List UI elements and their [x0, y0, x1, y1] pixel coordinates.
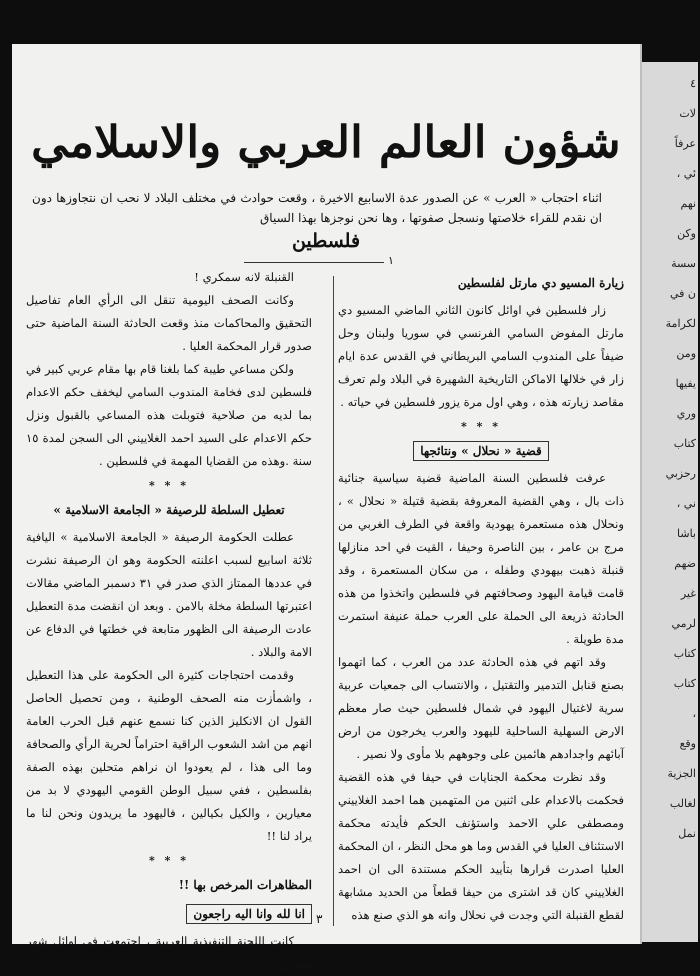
- page-number: ٣: [316, 912, 323, 926]
- neighbor-text-fragment: كتاب: [673, 647, 696, 660]
- masthead-title: شؤون العالم العربي والاسلامي: [31, 116, 621, 168]
- neighbor-text-fragment: نمل: [678, 827, 696, 840]
- article-body: كانت اللجنة التنفيذية العربية ، اجتمعت في اوائل شهر تشرين: [26, 934, 312, 971]
- neighbor-text-fragment: لرمي: [671, 617, 696, 630]
- article-heading-demonstrations: المظاهرات المرخص بها !!: [178, 878, 312, 892]
- article-heading-suspension: تعطيل السلطة للرصيفة « الجامعة الاسلامية »: [53, 503, 285, 517]
- section-separator: * * *: [149, 854, 189, 867]
- neighbor-text-fragment: ومن: [676, 347, 696, 360]
- neighbor-text-fragment: غير: [680, 587, 696, 600]
- left-column: [26, 266, 312, 976]
- neighbor-text-fragment: وكن: [677, 227, 696, 240]
- neighbor-text-fragment: ضهم: [674, 557, 696, 570]
- section-rule: [244, 262, 384, 263]
- article-heading-nahalal: قضية « نحلال » ونتائجها: [338, 440, 624, 463]
- neighbor-text-fragment: لغالب: [669, 797, 696, 810]
- article-body: ولكن مساعي طيبة كما بلغنا قام بها مقام عربي كبير في فلسطين لدى فخامة المندوب السامي ليخفف حكم الاعدام بما لديه من صلاحية فتوبلت هذه المساعي بالقبول ونزل حكم الاعدام على السيد احمد الغلاييني الى السجن لمدة ١٥ سنة .وهذه من القضايا المهمة في فلسطين .: [26, 362, 312, 468]
- neighbor-text-fragment: كتاب: [673, 437, 696, 450]
- article-body: عرفت فلسطين السنة الماضية قضية سياسية جنائية ذات بال ، وهي القضية المعروفة بقضية قتيلة « نحلال » ، ونحلال هذه مستعمرة يهودية واقعة في الطرف الغربي من مرج بن عامر ، بين الناصرة وحيفا ، القيت في احد منازلها قنبلة ذهبت بيهودي وطفله ، من سكان المستعمرة ، وقد قامت قيامة اليهود وصحافتهم في فلسطين واتخذوا من هذه الحادثة ذريعة الى الحملة على العرب حملة عنيفة استمرت مدة طويلة .: [338, 471, 624, 646]
- article-body: القنبلة لانه سمكري !: [194, 270, 294, 284]
- neighbor-text-fragment: عرفاً: [674, 137, 696, 150]
- section-separator: * * *: [461, 420, 501, 433]
- column-divider: [333, 276, 334, 926]
- right-column: [338, 266, 624, 927]
- neighbor-text-fragment: يفيها: [675, 377, 696, 390]
- neighbor-text-fragment: كتاب: [673, 677, 696, 690]
- neighbor-text-fragment: نهم: [680, 197, 696, 210]
- neighbor-text-fragment: ئي ،: [676, 167, 696, 180]
- neighbor-text-fragment: ن في: [669, 287, 696, 300]
- section-separator: * * *: [149, 479, 189, 492]
- neighbor-text-fragment: الجزية: [667, 767, 696, 780]
- footnote-marker: ١: [388, 254, 394, 267]
- article-body: وكانت الصحف اليومية تنقل الى الرأي العام تفاصيل التحقيق والمحاكمات منذ وقعت الحادثة السنة الماضية حتى صدور قرار المحكمة العليا .: [26, 293, 312, 353]
- article-body: عطلت الحكومة الرصيفة « الجامعة الاسلامية » اليافية ثلاثة اسابيع لسبب اعلنته الحكومة وهو ان الرصيفة نشرت في عددها الممتاز الذي صدر في ٣١ دسمبر الماضي مقالات اعتبرتها السلطة مخلة بالامن . وبعد ان انقضت مدة التعطيل عادت الرصيفة الى الظهور متابعة في خطتها في الدفاع عن الامة والبلاد .: [26, 530, 312, 659]
- neighbor-text-fragment: ني ،: [676, 497, 696, 510]
- neighbor-text-fragment: ،: [692, 707, 696, 720]
- neighbor-text-fragment: وقع: [679, 737, 696, 750]
- neighbor-text-fragment: وري: [676, 407, 696, 420]
- article-heading-de-martel: زيارة المسيو دي مارتل لفلسطين: [457, 276, 624, 290]
- neighbor-text-fragment: رحزبي: [665, 467, 696, 480]
- neighbor-text-fragment: لكرامة: [665, 317, 696, 330]
- neighbor-text-fragment: باشا: [677, 527, 696, 540]
- intro-paragraph: اثناء احتجاب « العرب » عن الصدور عدة الاسابيع الاخيرة ، وقعت حوادث في مختلف البلاد لا نحب ان نتجاوزها دون ان نقدم للقراء خلاصتها ونسجل صفوتها ، وها نحن نوجزها بهذا السياق: [32, 191, 602, 225]
- article-body: زار فلسطين في اوائل كانون الثاني الماضي المسيو دي مارتل المفوض السامي الفرنسي في سوريا ولبنان وحل ضيفاً على المندوب السامي البريطاني في القدس عدة ايام زار في خلالها الاماكن التاريخية الشهيرة في البلاد ولم تعرف مقاصد زيارته هذه ، وهي اول مرة يزور فلسطين في حياته .: [338, 303, 624, 409]
- article-body: وقد نظرت محكمة الجنايات في حيفا في هذه القضية فحكمت بالاعدام على اثنين من المتهمين هما احمد الغلاييني ومصطفى علي الاحمد واستؤنف الحكم فأيدته محكمة الاستئناف العليا في القدس وما هو محل النظر ، ان المحكمة العليا اصدرت قرارها بتأييد الحكم مستندة الى ان احمد الغلاييني كان قد اشترى من حيفا قطعاً من الحديد مشابهة لقطع القنبلة التي وجدت في نحلال وانه هو الذي صنع هذه: [338, 770, 624, 922]
- neighbor-page-strip: [638, 62, 698, 942]
- newspaper-page: [12, 44, 640, 971]
- article-body: وقد اتهم في هذه الحادثة عدد من العرب ، كما اتهموا بصنع قنابل التدمير والتقتيل ، والانتساب الى جمعيات عربية سرية لاغتيال اليهود في شمال فلسطين حيث صار معظم الارض السهلية الساحلية لليهود والعرب يخرجون من ارض آبائهم واجدادهم هائمين على وجوههم بلا مأوى ولا نصير .: [338, 655, 624, 761]
- section-title: فلسطين: [291, 230, 361, 252]
- neighbor-text-fragment: لات: [679, 107, 696, 120]
- neighbor-text-fragment: سسة: [671, 257, 696, 270]
- neighbor-text-fragment: ٤: [690, 77, 696, 90]
- article-subheading: انا لله وانا اليه راجعون: [26, 903, 312, 926]
- article-body: وقدمت احتجاجات كثيرة الى الحكومة على هذا التعطيل ، واشمأزت منه الصحف الوطنية ، ومن تحصيل الحاصل القول ان الانكليز الذين كنا نسمع عنهم قبل الحرب العامة انهم من اشد الشعوب الراقية احتراماً لحرية الرأي والصحافة وما الى هذا ، لم يعودوا ان نراهم متحلين بهذه الصفة بفلسطين ، ففي سبيل الوطن القومي اليهودي لا بد من معيارين ، والكيل بكيالين ، فاليهود ما يريدون ونحن لنا ما يراد لنا !!: [26, 668, 312, 843]
